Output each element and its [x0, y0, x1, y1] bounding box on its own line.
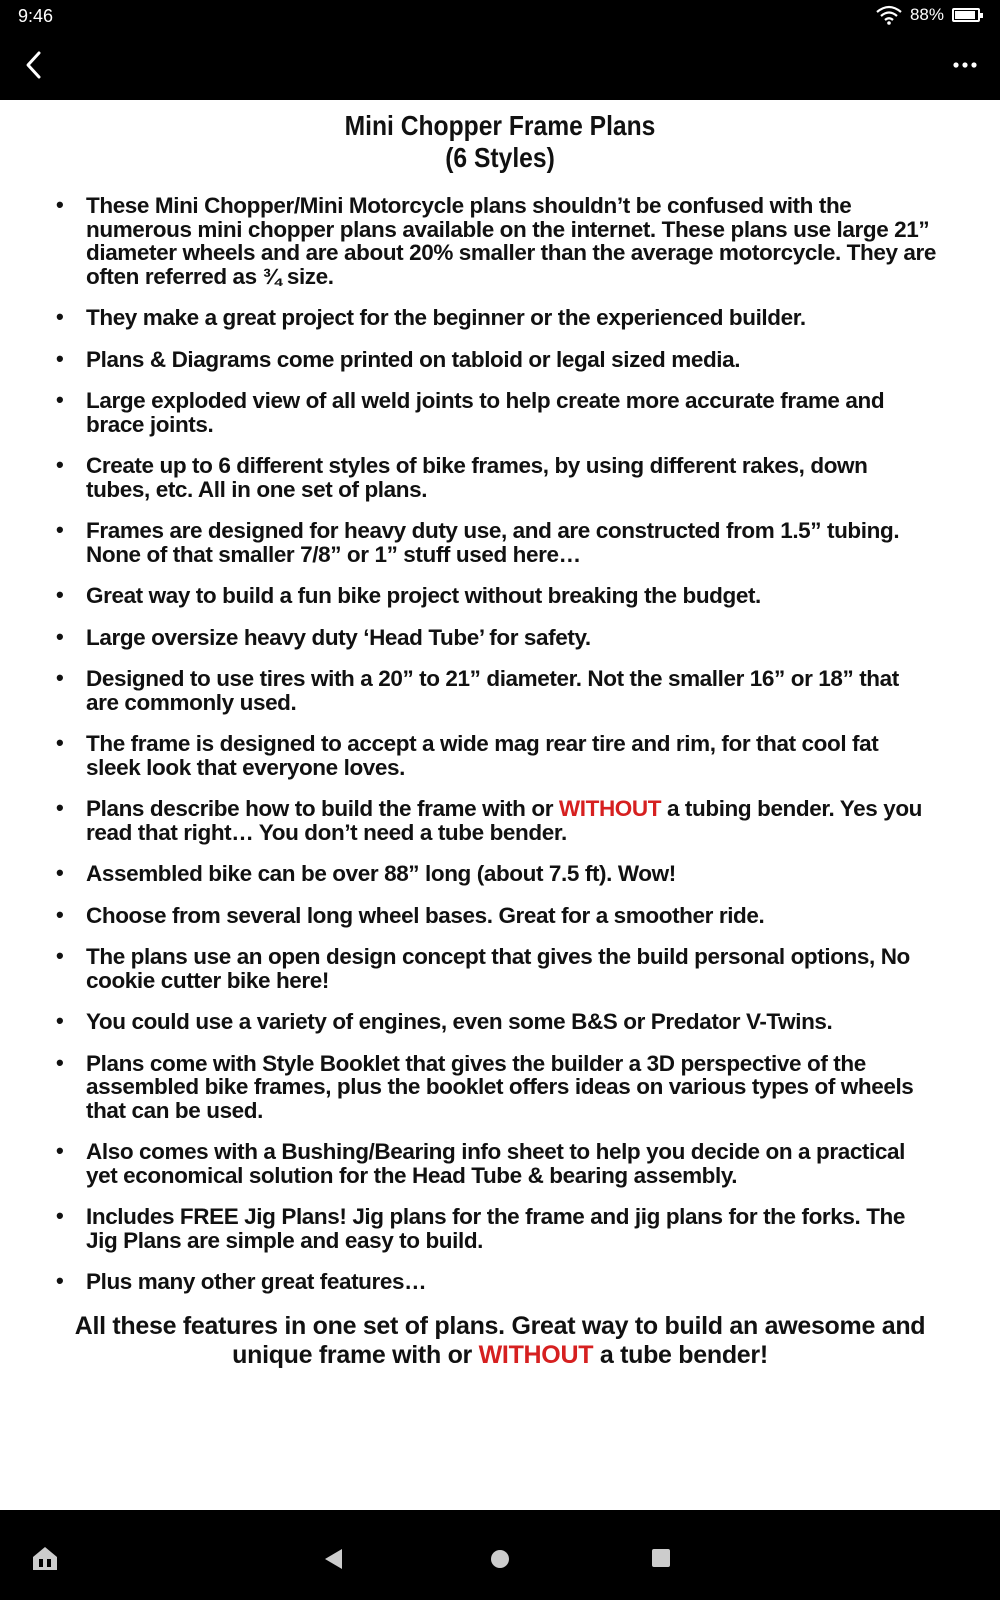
list-item: • Large exploded view of all weld joints to help create more accurate frame and brace joints. [56, 387, 885, 437]
nav-recents-icon[interactable] [651, 1548, 671, 1568]
list-item: • Plans & Diagrams come printed on tabloid or legal sized media. [56, 345, 741, 372]
list-item: • Frames are designed for heavy duty use, and are constructed from 1.5” tubing. None of that smaller 7/8” or 1” stuff used here… [56, 517, 900, 567]
list-item: • The plans use an open design concept that gives the build personal options, No cookie cutter bike here! [56, 943, 910, 993]
list-item: • Plus many other great features… [56, 1268, 427, 1294]
list-item: • Assembled bike can be over 88” long (about 7.5 ft). Wow! [56, 860, 676, 886]
document-page [0, 100, 1000, 1510]
battery-percent: 88% [909, 5, 944, 24]
feature-list [0, 194, 1000, 1294]
list-item: • They make a great project for the beginner or the experienced builder. [56, 304, 806, 330]
list-item: • The frame is designed to accept a wide mag rear tire and rim, for that cool fat sleek look that everyone loves. [56, 730, 879, 780]
nav-back-icon[interactable] [322, 1547, 344, 1571]
title-line-1: Mini Chopper Frame Plans [344, 110, 656, 141]
wifi-icon [876, 5, 902, 25]
highlight-without: WITHOUT [558, 796, 662, 821]
status-icons [876, 5, 980, 25]
home-icon[interactable] [30, 1544, 60, 1572]
list-item: • Plans describe how to build the frame with or WITHOUT a tubing bender. Yes you read that right… You don’t need a tube bender. [56, 795, 923, 845]
list-item: • These Mini Chopper/Mini Motorcycle plans shouldn’t be confused with the numerous mini chopper plans available on the internet. These plans use large 21” diameter wheels and are about 20% smaller than the average motorcycle. They are often referred as ¾ size. [56, 192, 937, 289]
closing-highlight-without: WITHOUT [478, 1340, 594, 1369]
list-item: • Also comes with a Bushing/Bearing info sheet to help you decide on a practical yet economical solution for the Head Tube & bearing assembly. [56, 1138, 905, 1188]
status-time: 9:46 [18, 6, 54, 26]
document-title [60, 110, 940, 174]
list-item: • Create up to 6 different styles of bike frames, by using different rakes, down tubes, etc. All in one set of plans. [56, 452, 868, 502]
list-item: • Great way to build a fun bike project without breaking the budget. [56, 582, 761, 608]
battery-icon [952, 8, 980, 22]
list-item: • Large oversize heavy duty ‘Head Tube’ for safety. [56, 623, 591, 650]
status-bar [0, 0, 1000, 32]
title-line-2: (6 Styles) [445, 142, 555, 173]
back-arrow-icon[interactable] [20, 48, 50, 82]
closing-statement: All these features in one set of plans. Great way to build an awesome and unique frame with or WITHOUT a tube bender! [74, 1311, 926, 1369]
list-item: • You could use a variety of engines, even some B&S or Predator V-Twins. [56, 1008, 833, 1034]
list-item: • Plans come with Style Booklet that gives the builder a 3D perspective of the assembled bike frames, plus the booklet offers ideas on various types of wheels that can be used. [56, 1049, 914, 1123]
list-item: • Includes FREE Jig Plans! Jig plans for the frame and jig plans for the forks. The Jig Plans are simple and easy to build. [56, 1203, 906, 1253]
nav-home-icon[interactable] [489, 1548, 511, 1570]
navigation-bar [0, 1510, 1000, 1600]
list-item: • Choose from several long wheel bases. Great for a smoother ride. [56, 901, 765, 928]
app-bar [0, 32, 1000, 100]
more-options-icon[interactable] [950, 50, 980, 80]
list-item: • Designed to use tires with a 20” to 21” diameter. Not the smaller 16” or 18” that are commonly used. [56, 665, 899, 715]
